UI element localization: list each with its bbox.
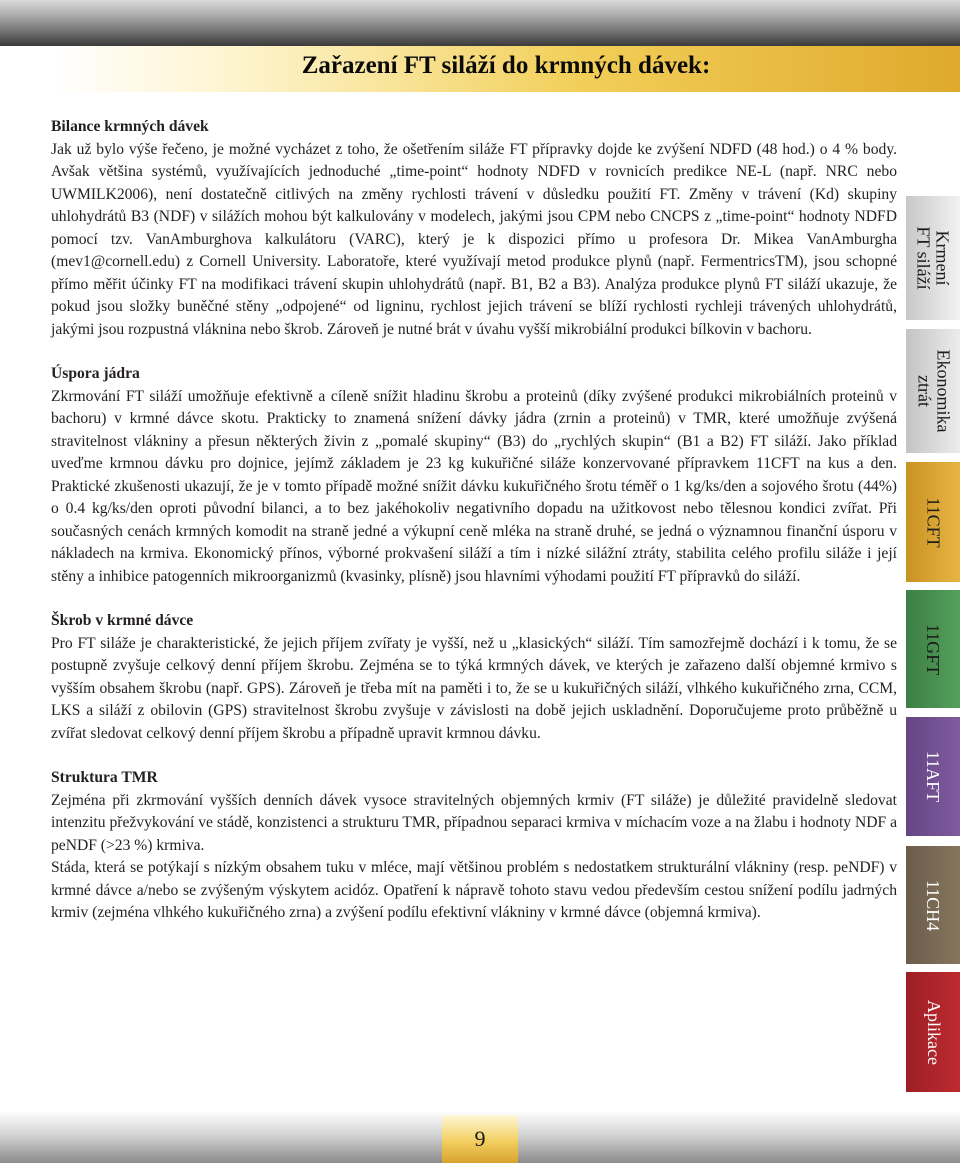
page-number: 9 — [474, 1126, 486, 1151]
section-heading: Struktura TMR — [51, 769, 158, 786]
tab-label: FT siláží — [914, 226, 935, 290]
section-skrob — [51, 610, 897, 745]
tab-krmeni-ft-silazi[interactable] — [906, 196, 960, 320]
section-heading: Bilance krmných dávek — [51, 118, 209, 135]
tab-aplikace[interactable] — [906, 972, 960, 1092]
section-struktura-tmr — [51, 767, 897, 925]
section-gap — [51, 745, 897, 767]
section-gap — [51, 588, 897, 610]
paragraph: Zejména při zkrmování vyšších denních dávek vysoce stravitelných objemných krmiv (FT siláže) je důležité pravidelně sledovat intenzitu přežvykování ve stádě, konzistenci a strukturu TMR, případnou separaci krmiva v míchacím voze a na žlabu i hodnoty NDF a peNDF (>23 %) krmiva. — [51, 791, 897, 854]
tab-label: Aplikace — [923, 999, 944, 1065]
tab-label: 11CFT — [923, 496, 944, 548]
tab-ekonomika-ztrat[interactable] — [906, 329, 960, 453]
tab-label: Ekonomika — [933, 349, 953, 433]
tab-label: 11GFT — [923, 623, 944, 675]
paragraph: Pro FT siláže je charakteristické, že jejich příjem zvířaty je vyšší, než u „klasických“ siláží. Tím samozřejmě dochází i k tomu, že se postupně zvyšuje celkový denní příjem škrobu. Zejména se to týká krmných dávek, ve kterých je zařazeno další objemné krmivo s vyšším obsahem škrobu (např. GPS). Zároveň je třeba mít na paměti i to, že se u kukuřičných siláží, vlhkého kukuřičného zrna, CCM, LKS a siláží z obilovin (GPS) stravitelnost škrobu zvyšuje v závislosti na době jejich uskladnění. Doporučujeme proto průběžně u zvířat sledovat celkový denní příjem škrobu a případně upravit krmnou dávku. — [51, 634, 897, 742]
paragraph: Zkrmování FT siláží umožňuje efektivně a cíleně snížit hladinu škrobu a proteinů (díky zvýšené produkci mikrobiálních proteinů v bachoru) v krmné dávce skotu. Prakticky to znamená snížení dávky jádra (zrnin a proteinů) v TMR, které umožňuje zvýšená stravitelnost vlákniny a přesun některých živin z „pomalé skupiny“ (B3) do „rychlých skupin“ (B1 a B2) FT siláží. Jako příklad uveďme krmnou dávku pro dojnice, jejímž základem je 23 kg kukuřičné siláže konzervované přípravkem 11CFT na kus a den. Praktické zkušenosti ukazují, že je v tomto případě možné snížit dávku kukuřičného šrotu téměř o 1 kg/ks/den a sojového šrotu (44%) o 0.4 kg/ks/den oproti původní bilanci, a to bez jakéhokoliv negativního dopadu na užitkovost nebo tělesnou kondici zvířat. Při současných cenách krmných komodit na straně jedné a výkupní ceně mléka na straně druhé, se jedná o významnou finanční úsporu v nákladech na krmiva. Ekonomický přínos, výborné prokvašení siláží a tím i nízké silážní ztráty, stabilita celého profilu siláže i její stěny a inhibice patogenních mikroorganizmů (kvasinky, plísně) jsou hlavními výhodami použití FT přípravků do siláží. — [51, 387, 897, 585]
section-heading: Úspora jádra — [51, 365, 140, 382]
tab-label: Krmení — [933, 230, 954, 286]
tab-label: 11AFT — [923, 750, 944, 803]
title-band — [52, 46, 960, 92]
section-heading: Škrob v krmné dávce — [51, 612, 194, 629]
page-title: Zařazení FT siláží do krmných dávek: — [301, 52, 711, 79]
section-uspora-jadra — [51, 363, 897, 588]
section-gap — [51, 341, 897, 363]
tab-11cft[interactable] — [906, 462, 960, 582]
page-number-box — [442, 1115, 518, 1163]
tab-11gft[interactable] — [906, 590, 960, 708]
tab-label: 11CH4 — [923, 879, 944, 931]
tab-11ch4[interactable] — [906, 846, 960, 964]
paragraph: Stáda, která se potýkají s nízkým obsahem tuku v mléce, mají většinou problém s nedostatkem strukturální vlákniny (resp. peNDF) v krmné dávce a/nebo se zvýšeným výskytem acidóz. Opatření k nápravě tohoto stavu vedou především cestou snížení podílu jadrných krmiv (zejména vlhkého kukuřičného zrna) a zvýšení podílu efektivní vlákniny v krmné dávce (objemná krmiva). — [51, 859, 897, 921]
tab-11aft[interactable] — [906, 717, 960, 836]
main-content — [51, 116, 897, 925]
header-bar — [0, 0, 960, 46]
tab-label: ztrát — [914, 375, 934, 407]
paragraph: Jak už bylo výše řečeno, je možné vycházet z toho, že ošetřením siláže FT přípravky dojde ke zvýšení NDFD (48 hod.) o 4 % body. Avšak většina systémů, využívajících jednoduché „time-point“ hodnoty NDFD v rovnicích predikce NE-L (např. NRC nebo UWMILK2006), není dostatečně citlivých na změny rychlosti trávení v důsledku použití FT. Změny v trávení (Kd) skupiny uhlohydrátů B3 (NDF) v silážích mohou být kalkulovány v modelech, jakými jsou CPM nebo CNCPS z „time-point“ hodnoty NDFD pomocí tzv. VanAmburghova kalkulátoru (VARC), který je k dispozici přímo u profesora Dr. Mikea VanAmburgha (mev1@cornell.edu) z Cornell University. Laboratoře, které využívají metod produkce plynů (např. FermentricsTM), jsou schopné přímo měřit účinky FT na modifikaci trávení skupin uhlohydrátů (např. B1, B2 a B3). Analýza produkce plynů FT siláží ukazuje, že pokud jsou složky buněčné stěny „odpojené“ od ligninu, rychlost jejich trávení se blíží rychlosti rychleji trávených uhlohydrátů, jakými jsou rozpustná vláknina nebo škrob. Zároveň je nutné brát v úvahu vyšší mikrobiální produkci bílkovin v bachoru. — [51, 140, 897, 338]
section-bilance — [51, 116, 897, 341]
